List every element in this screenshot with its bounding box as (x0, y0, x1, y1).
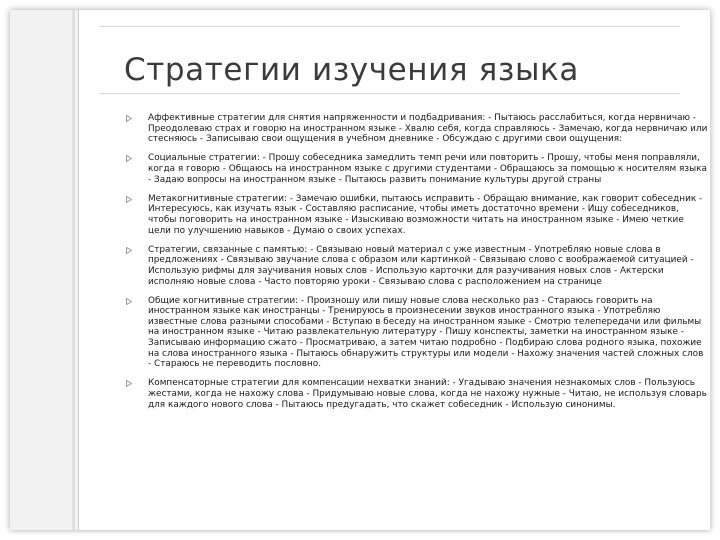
triangle-bullet-icon (126, 380, 132, 386)
decor-line-title (100, 93, 680, 94)
list-item (148, 245, 708, 287)
list-item (148, 194, 708, 236)
slide-left-bar (10, 10, 79, 530)
triangle-bullet-icon (126, 247, 132, 253)
list-item (148, 378, 708, 410)
list-item (148, 153, 708, 185)
list-item (148, 113, 708, 145)
list-item-text: Стратегии, связанные с памятью: - Связываю новый материал с уже известным - Употребляю новые слова в предложениях - Связываю звучание слова с образом или картинкой - Связываю слово с воображаемой ситуацией - Использую рифмы для заучивания новых слов - Использую карточки для разучивания новых слов - Актерски исполняю новые слова - Часто повторяю уроки - Связываю слова с расположением на странице (148, 244, 694, 287)
list-item-text: Аффективные стратегии для снятия напряженности и подбадривания: - Пытаюсь расслабиться, когда нервничаю - Преодолеваю страх и говорю на иностранном языке - Хвалю себя, когда справляюсь - Замечаю, когда нервничаю или стесняюсь - Записываю свои ощущения в учебном дневнике - Обсуждаю с другими свои ощущения: (148, 113, 708, 145)
list-item-text: Компенсаторные стратегии для компенсации нехватки знаний: - Угадываю значения незнакомых слов - Пользуюсь жестами, когда не нахожу слова - Придумываю новые слова, когда не нахожу нужные - Читаю, не используя словарь для каждого нового слова - Пытаюсь предугадать, что скажет собеседник - Использую синонимы. (148, 378, 707, 410)
triangle-bullet-icon (126, 298, 132, 304)
strategy-list (148, 113, 708, 419)
list-item-text: Метакогнитивные стратегии: - Замечаю ошибки, пытаюсь исправить - Обращаю внимание, как говорит собеседник - Интересуюсь, как изучать язык - Составляю расписание, чтобы иметь достаточно времени - Ищу собеседников, чтобы поговорить на иностранном языке - Изыскиваю возможности читать на иностранном языке - Имею четкие цели по улучшению навыков - Думаю о своих успехах. (148, 193, 703, 236)
triangle-bullet-icon (126, 196, 132, 202)
triangle-bullet-icon (126, 115, 132, 121)
triangle-bullet-icon (126, 155, 132, 161)
list-item-text: Социальные стратегии: - Прошу собеседника замедлить темп речи или повторить - Прошу, чтобы меня поправляли, когда я говорю - Общаюсь на иностранном языке с другими студентами - Обращаюсь за помощью к носителям языка - Задаю вопросы на иностранном языке - Пытаюсь развить понимание культуры другой страны (148, 153, 707, 185)
list-item (148, 296, 708, 370)
slide (10, 10, 710, 530)
decor-line-top (100, 26, 680, 27)
slide-title: Стратегии изучения языка (124, 52, 579, 88)
list-item-text: Общие когнитивные стратегии: - Произношу или пишу новые слова несколько раз - Стараюсь говорить на иностранном языке как иностранцы - Тренируюсь в произнесении звуков иностранного языка - Употребляю известные слова разными способами - Вступаю в беседу на иностранном языке - Смотрю телепередачи или фильмы на иностранном языке - Читаю развлекательную литературу - Пишу конспекты, заметки на иностранном языке - Записываю информацию сжато - Просматриваю, а затем читаю подробно - Подбираю слова родного языка, похожие на слова иностранного языка - Пытаюсь обнаружить структуры или модели - Нахожу значения частей сложных слов - Стараюсь не переводить пословно. (148, 295, 704, 370)
